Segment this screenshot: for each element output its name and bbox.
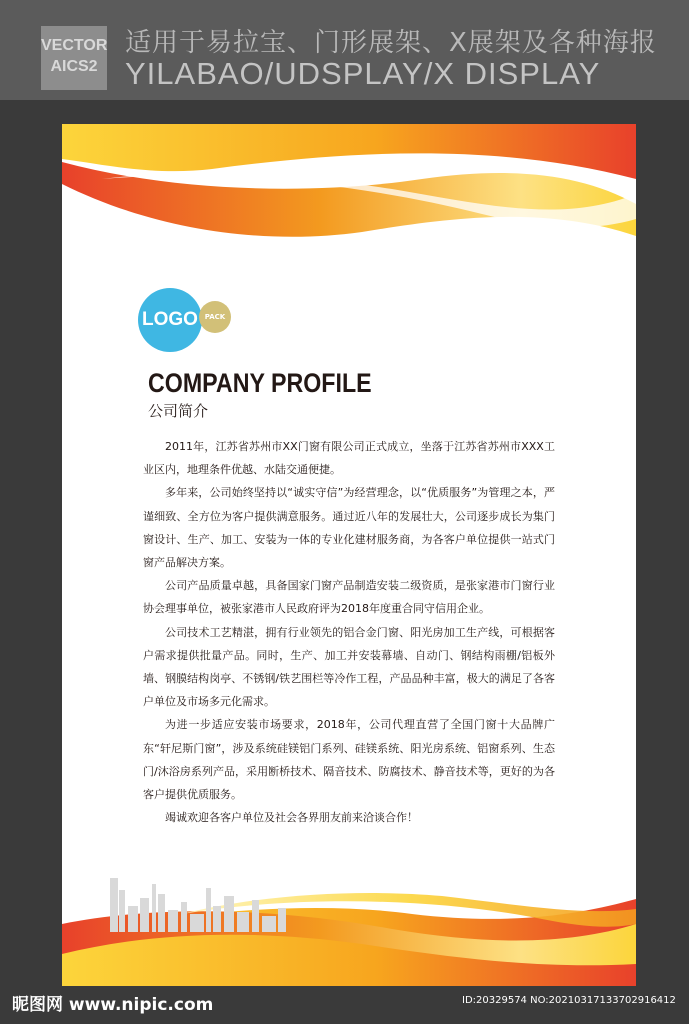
profile-title: COMPANY PROFILE	[148, 368, 372, 398]
header-title-en: YILABAO/UDSPLAY/X DISPLAY	[125, 56, 601, 91]
profile-paragraph: 竭诚欢迎各客户单位及社会各界朋友前来洽谈合作！	[165, 811, 418, 825]
profile-paragraph: 为进一步适应安装市场要求，2018年，公司代理直营了全国门窗十大品牌广东“轩尼斯门窗”，涉及系统硅镁铝门系列、硅镁系统、阳光房系统、铝窗系列、生态门/沐浴房系列产品，采用断桥技术、隔音技术、防腐技术、静音技术等，更好的为各客户提供优质服务。	[143, 718, 555, 802]
city-skyline-graphic	[106, 872, 296, 932]
profile-paragraph: 公司产品质量卓越，具备国家门窗产品制造安装二级资质，是张家港市门窗行业协会理事单位，被张家港市人民政府评为2018年度重合同守信用企业。	[143, 579, 555, 616]
profile-body	[143, 435, 555, 829]
badge-line-1: VECTOR	[41, 37, 108, 54]
badge-line-2: AICS2	[50, 58, 98, 75]
logo-circle	[138, 288, 202, 352]
logo-pack-circle	[199, 301, 231, 333]
footer-site: 昵图网 www.nipic.com	[12, 995, 214, 1015]
logo-text: LOGO	[142, 309, 198, 330]
vector-badge	[41, 26, 107, 90]
profile-paragraph: 2011年，江苏省苏州市XX门窗有限公司正式成立，坐落于江苏省苏州市XXX工业区内，地理条件优越、水陆交通便捷。	[143, 440, 555, 477]
profile-paragraph: 多年来，公司始终坚持以“诚实守信”为经营理念，以“优质服务”为管理之本，严谨细致、全方位为客户提供满意服务。通过近八年的发展壮大，公司逐步成长为集门窗设计、生产、加工、安装为一体的专业化建材服务商，为各客户单位提供一站式门窗产品解决方案。	[143, 486, 555, 570]
header-bar	[0, 0, 689, 100]
poster-sheet	[62, 124, 636, 986]
header-title-cn: 适用于易拉宝、门形展架、X展架及各种海报	[125, 28, 657, 58]
footer-id: ID:20329574 NO:20210317133702916412	[462, 995, 676, 1006]
profile-subtitle: 公司简介	[148, 402, 209, 420]
profile-paragraph: 公司技术工艺精湛，拥有行业领先的铝合金门窗、阳光房加工生产线，可根据客户需求提供批量产品。同时，生产、加工并安装幕墙、自动门、钢结构雨棚/铝板外墙、钢膜结构岗亭、不锈钢/铁艺围栏等冷作工程，产品品种丰富，极大的满足了各客户单位及市场多元化需求。	[143, 625, 555, 709]
logo-pack-text: PACK	[204, 313, 226, 321]
